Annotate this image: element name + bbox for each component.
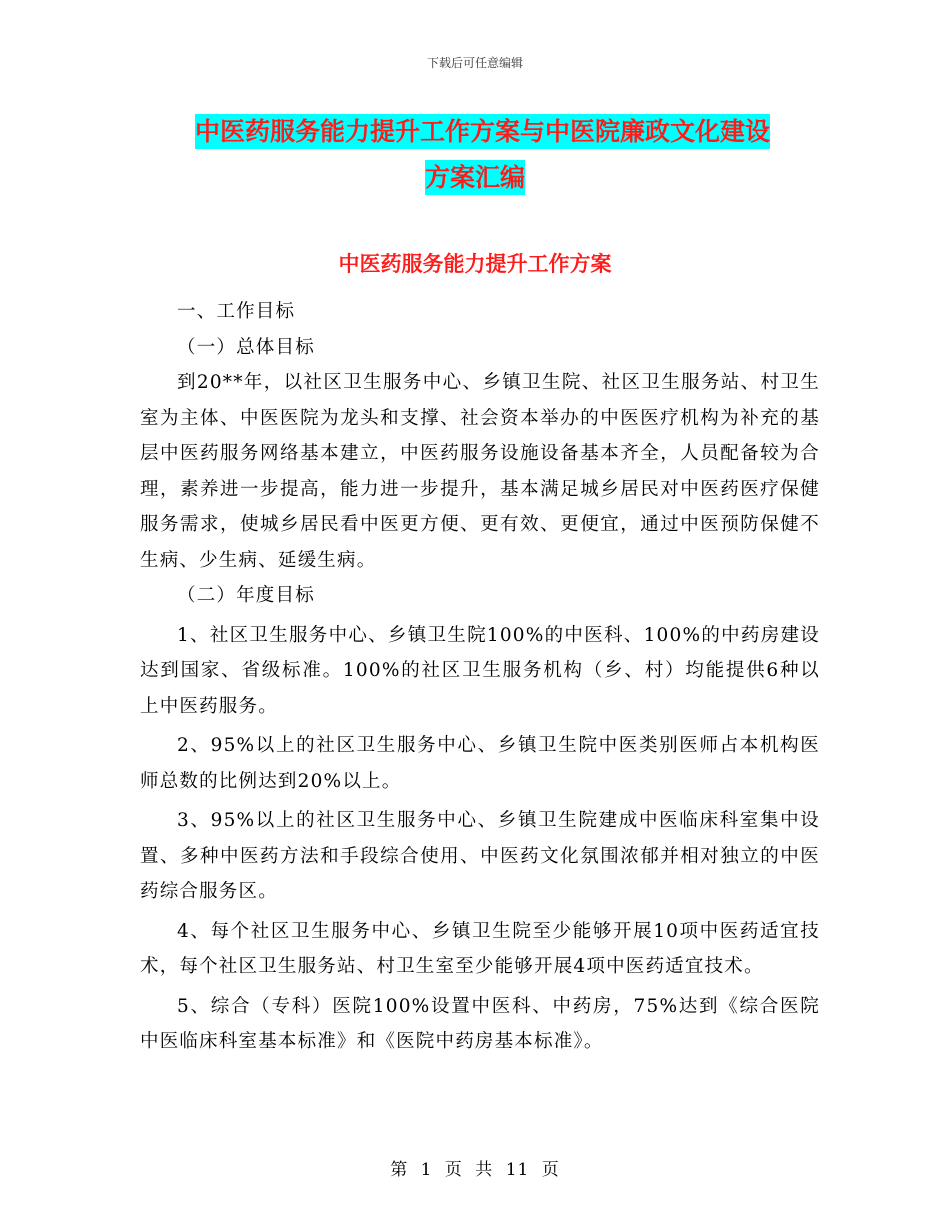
- list-item-3: 3、95%以上的社区卫生服务中心、乡镇卫生院建成中医临床科室集中设置、多种中医药方法和手段综合使用、中医药文化氛围浓郁并相对独立的中医药综合服务区。: [140, 810, 820, 902]
- footer-total-prefix: 共: [475, 1160, 494, 1180]
- list-item-4: 4、每个社区卫生服务中心、乡镇卫生院至少能够开展10项中医药适宜技术，每个社区卫生服务站、村卫生室至少能够开展4项中医药适宜技术。: [140, 920, 820, 977]
- header-note: 下载后可任意编辑: [426, 56, 523, 70]
- document-title-line-1: [195, 112, 915, 148]
- list-item-2: 2、95%以上的社区卫生服务中心、乡镇卫生院中医类别医师占本机构医师总数的比例达到20%以上。: [140, 735, 820, 792]
- subheading-overall-goal: （一）总体目标: [177, 336, 315, 358]
- document-title-line-2: [0, 158, 950, 194]
- footer-prefix: 第: [390, 1160, 409, 1180]
- footer-page-number: 1: [420, 1160, 433, 1180]
- document-title-text-1: 中医药服务能力提升工作方案与中医院廉政文化建设: [195, 114, 770, 149]
- page-footer: [0, 1155, 950, 1180]
- list-item-5: 5、综合（专科）医院100%设置中医科、中药房，75%达到《综合医院中医临床科室基本标准》和《医院中药房基本标准》。: [140, 995, 820, 1052]
- section-title: 中医药服务能力提升工作方案: [338, 252, 612, 276]
- heading-work-goals: 一、工作目标: [177, 301, 296, 322]
- paragraph-overall-goal: 到20**年，以社区卫生服务中心、乡镇卫生院、社区卫生服务站、村卫生室为主体、中医医院为龙头和支撑、社会资本举办的中医医疗机构为补充的基层中医药服务网络基本建立，中医药服务设施设备基本齐全，人员配备较为合理，素养进一步提高，能力进一步提升，基本满足城乡居民对中医药医疗保健服务需求，使城乡居民看中医更方便、更有效、更便宜，通过中医预防保健不生病、少生病、延缓生病。: [140, 372, 820, 571]
- list-item-1: 1、社区卫生服务中心、乡镇卫生院100%的中医科、100%的中药房建设达到国家、省级标准。100%的社区卫生服务机构（乡、村）均能提供6种以上中医药服务。: [140, 624, 820, 717]
- footer-total-pages: 11: [505, 1160, 530, 1180]
- subheading-annual-goal: （二）年度目标: [177, 585, 315, 606]
- footer-suffix: 页: [541, 1160, 560, 1180]
- document-body: [140, 294, 820, 1060]
- footer-page-word: 页: [444, 1160, 463, 1180]
- document-title-text-2: 方案汇编: [425, 160, 525, 195]
